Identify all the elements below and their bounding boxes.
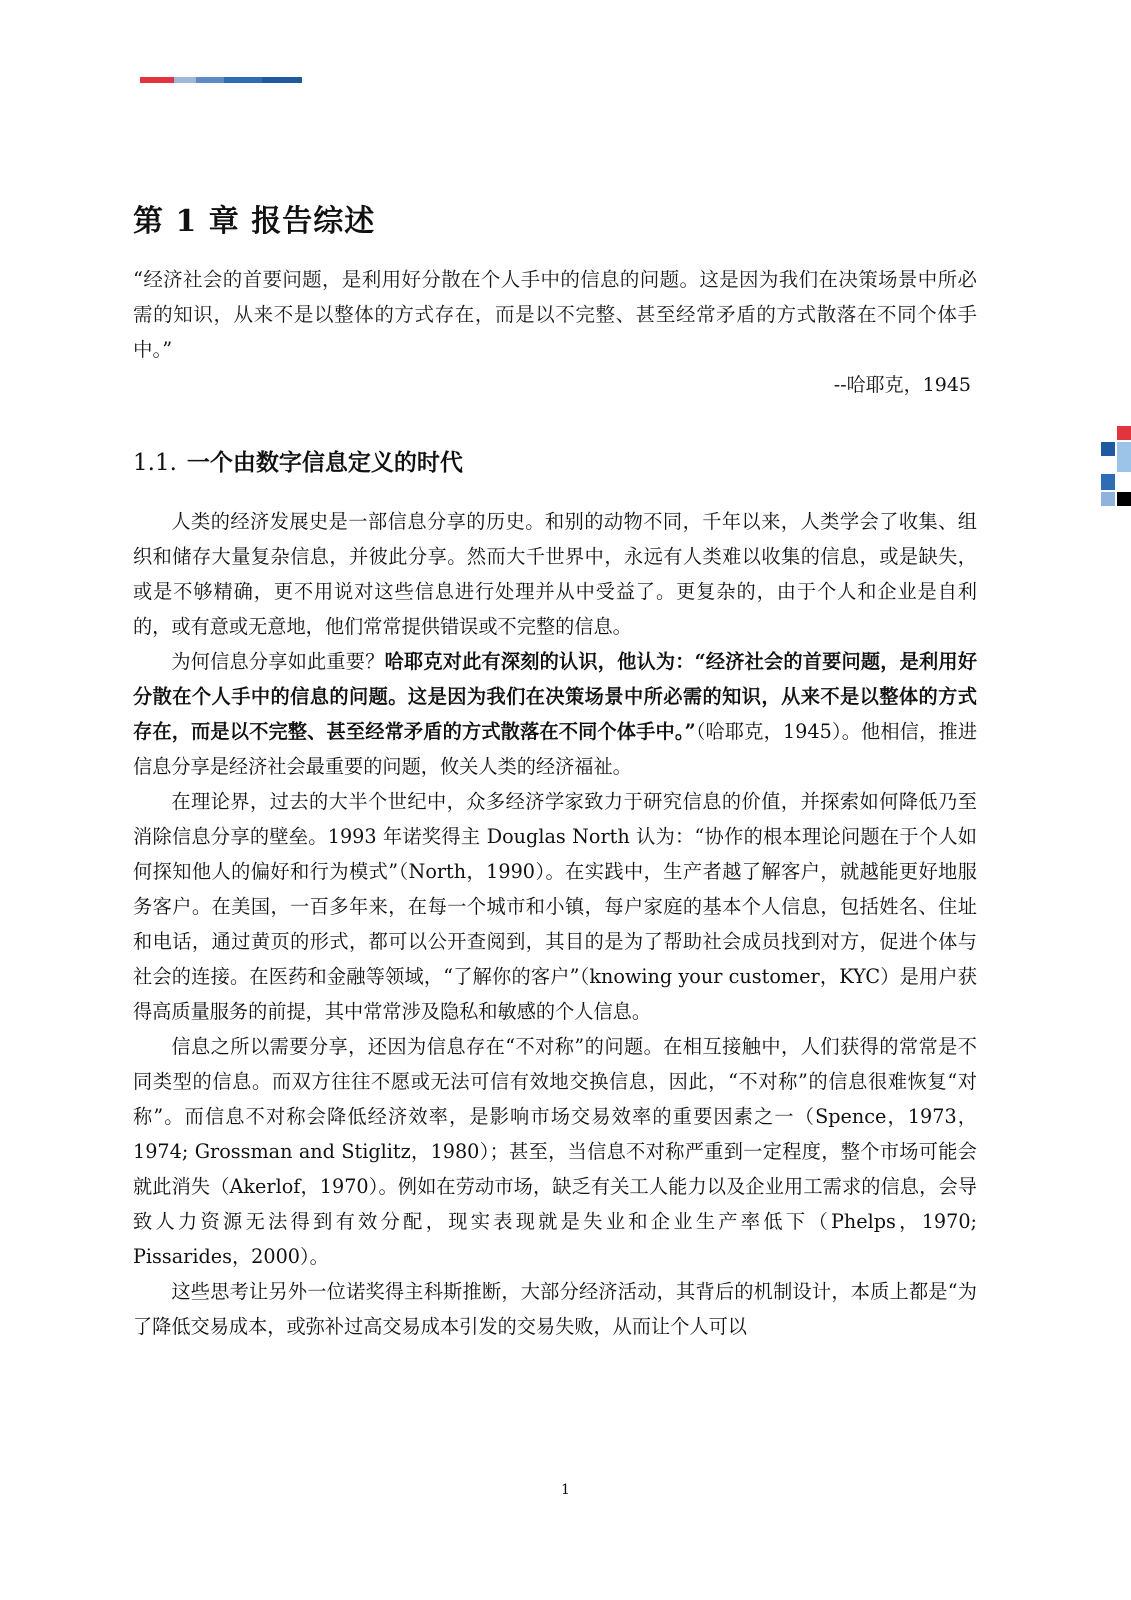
epigraph-attribution: --哈耶克，1945 [833, 374, 971, 396]
paragraph: 信息之所以需要分享，还因为信息存在“不对称”的问题。在相互接触中，人们获得的常常是不同类型的信息。而双方往往不愿或无法可信有效地交换信息，因此，“不对称”的信息很难恢复“对称”。而信息不对称会降低经济效率，是影响市场交易效率的重要因素之一（Spence，1973，1974; Grossman and Stiglitz，1980）；甚至，当信息不对称严重到一定程度，整个市场可能会就此消失（Akerlof，1970）。例如在劳动市场，缺乏有关工人能力以及企业用工需求的信息，会导致人力资源无法得到有效分配，现实表现就是失业和企业生产率低下（Phelps，1970; Pissarides，2000）。 [133, 1035, 977, 1268]
section-title: 一个由数字信息定义的时代 [186, 449, 463, 476]
body-text [133, 504, 977, 1344]
epigraph-quote: “经济社会的首要问题，是利用好分散在个人手中的信息的问题。这是因为我们在决策场景中所必需的知识，从来不是以整体的方式存在，而是以不完整、甚至经常矛盾的方式散落在不同个体手中。” [133, 268, 977, 361]
color-bar-segment [196, 77, 224, 83]
color-bar-segment [174, 77, 196, 83]
hayek-quote-bold: 哈耶克对此有深刻的认识，他认为：“经济社会的首要问题，是利用好分散在个人手中的信息的问题。这是因为我们在决策场景中所必需的知识，从来不是以整体的方式存在，而是以不完整、甚至经常矛盾的方式散落在不同个体手中。” [133, 650, 978, 743]
color-bar-segment [224, 77, 262, 83]
color-bar-segment [140, 77, 174, 83]
paragraph: 在理论界，过去的大半个世纪中，众多经济学家致力于研究信息的价值，并探索如何降低乃至消除信息分享的壁垒。1993 年诺奖得主 Douglas North 认为：“协作的根本理论问题在于个人如何探知他人的偏好和行为模式”（North，1990）。在实践中，生产者越了解客户，就越能更好地服务客户。在美国，一百多年来，在每一个城市和小镇，每户家庭的基本个人信息，包括姓名、住址和电话，通过黄页的形式，都可以公开查阅到，其目的是为了帮助社会成员找到对方，促进个体与社会的连接。在医药和金融等领域，“了解你的客户”（knowing your customer，KYC）是用户获得高质量服务的前提，其中常常涉及隐私和敏感的个人信息。 [133, 790, 977, 1023]
page-number: 1 [561, 1482, 570, 1498]
paragraph-intro: 为何信息分享如此重要？ [171, 650, 385, 673]
chapter-title: 第 1 章 报告综述 [133, 204, 376, 239]
header-color-bar [140, 77, 302, 83]
deco-square [1117, 492, 1131, 506]
color-bar-segment [262, 77, 302, 83]
deco-square [1117, 426, 1131, 440]
deco-square [1101, 474, 1115, 490]
paragraph: 人类的经济发展史是一部信息分享的历史。和别的动物不同，千年以来，人类学会了收集、组织和储存大量复杂信息，并彼此分享。然而大千世界中，永远有人类难以收集的信息，或是缺失，或是不够精确，更不用说对这些信息进行处理并从中受益了。更复杂的，由于个人和企业是自利的，或有意或无意地，他们常常提供错误或不完整的信息。 [133, 510, 977, 638]
section-number: 1.1. [133, 450, 177, 476]
paragraph: 这些思考让另外一位诺奖得主科斯推断，大部分经济活动，其背后的机制设计，本质上都是“为了降低交易成本，或弥补过高交易成本引发的交易失败，从而让个人可以 [133, 1280, 977, 1338]
deco-square [1101, 442, 1115, 456]
side-decoration [1101, 426, 1131, 508]
deco-square [1117, 442, 1131, 472]
deco-square [1101, 492, 1115, 506]
section-heading [133, 444, 463, 477]
paragraph-rest: （哈耶克，1945）。他相信，推进信息分享是经济社会最重要的问题，攸关人类的经济福祉。 [133, 720, 978, 778]
paragraph [133, 644, 977, 784]
